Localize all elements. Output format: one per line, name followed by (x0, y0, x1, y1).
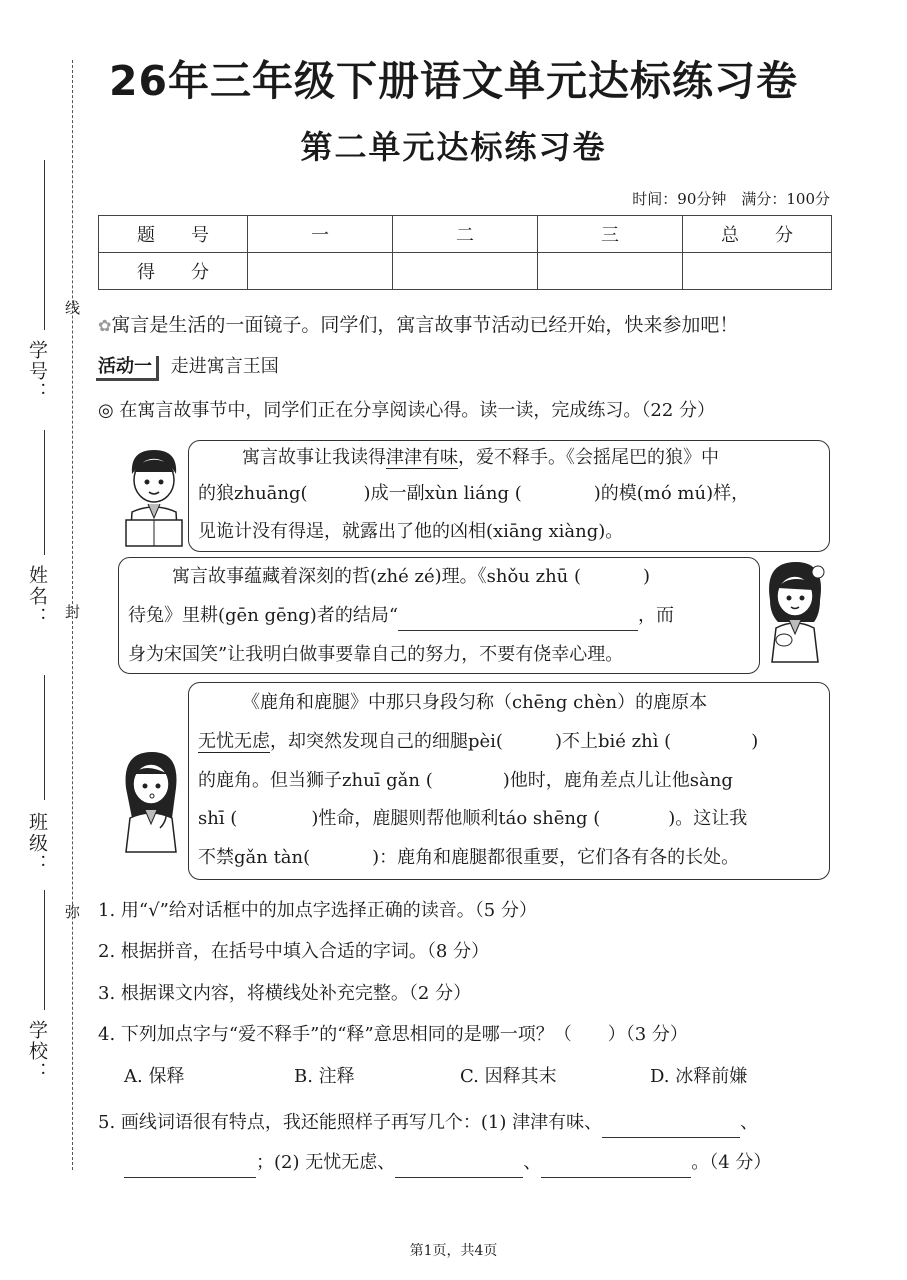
page-subtitle: 第二单元达标练习卷 (300, 128, 607, 166)
bubble2-line3: 身为宋国笑”让我明白做事要靠自己的努力，不要有侥幸心理。 (128, 644, 624, 665)
score-table-cell: 一 (248, 216, 393, 253)
bubble2-line1: 寓言故事蕴藏着深刻的哲(zhé zé)理。《shǒu zhū ( ) (172, 566, 651, 587)
score-table-header-row (99, 216, 832, 253)
activity-tag: 活动一 (96, 356, 159, 381)
student-number-field[interactable] (44, 160, 45, 330)
question-4: 4. 下列加点字与“爱不释手”的“释”意思相同的是哪一项？（ ）（3 分） (98, 1024, 688, 1045)
bubble3-line1: 《鹿角和鹿腿》中那只身段匀称（chēng chèn）的鹿原本 (242, 692, 708, 713)
underlined-word: 津津有味 (386, 447, 458, 468)
q4-option-c[interactable]: C. 因释其末 (460, 1066, 557, 1087)
girl-illustration (758, 556, 832, 664)
binding-mark-seal: 封 (63, 604, 81, 621)
question-1: 1. 用“√”给对话框中的加点字选择正确的读音。（5 分） (98, 900, 537, 921)
school-field[interactable] (44, 890, 45, 1010)
question-3: 3. 根据课文内容，将横线处补充完整。（2 分） (98, 983, 472, 1004)
activity-heading (96, 352, 279, 378)
intro-line (98, 310, 738, 337)
class-label: 班级： (26, 812, 48, 875)
thinking-girl-illustration (114, 744, 188, 854)
underlined-word: 无忧无虑 (198, 731, 270, 752)
score-table-cell: 三 (538, 216, 683, 253)
bubble3-line4: shī ( )性命，鹿腿则帮他顺利táo shēng ( )。这让我 (198, 808, 748, 829)
score-input-2[interactable] (393, 253, 538, 290)
score-input-3[interactable] (538, 253, 683, 290)
student-number-label: 学号： (26, 340, 48, 403)
name-field[interactable] (44, 430, 45, 555)
score-table-cell: 二 (393, 216, 538, 253)
binding-mark-line: 线 (63, 300, 81, 317)
name-label: 姓名： (26, 565, 48, 628)
score-table (98, 215, 832, 290)
score-table-cell: 得 分 (99, 253, 248, 290)
score-input-total[interactable] (683, 253, 832, 290)
score-table-score-row (99, 253, 832, 290)
score-table-cell: 总 分 (683, 216, 832, 253)
answer-line[interactable] (395, 1157, 523, 1178)
bubble3-line3: 的鹿角。但当狮子zhuī gǎn ( )他时，鹿角差点儿让他sàng (198, 770, 733, 791)
class-field[interactable] (44, 675, 45, 800)
bubble1-line2: 的狼zhuāng( )成一副xùn liáng ( )的模(mó mú)样， (198, 483, 750, 504)
question-5-line2: ；(2) 无忧无虑、 、 。（4 分） (124, 1148, 771, 1178)
intro-text: 寓言是生活的一面镜子。同学们，寓言故事节活动已经开始，快来参加吧！ (111, 314, 739, 336)
score-input-1[interactable] (248, 253, 393, 290)
binding-mark-close: 弥 (63, 904, 81, 921)
q4-option-b[interactable]: B. 注释 (294, 1066, 355, 1087)
school-label: 学校： (26, 1020, 48, 1083)
boy-reading-illustration (118, 444, 190, 550)
answer-line[interactable] (398, 610, 638, 631)
bubble1-line3: 见诡计没有得逞，就露出了他的凶相(xiāng xiàng)。 (198, 521, 624, 542)
q4-option-a[interactable]: A. 保释 (124, 1066, 185, 1087)
section-instruction: ◎ 在寓言故事节中，同学们正在分享阅读心得。读一读，完成练习。（22 分） (98, 400, 716, 421)
bubble2-line2: 待兔》里耕(gēn gēng)者的结局“ ，而 (128, 601, 674, 631)
bubble3-line2: 无忧无虑，却突然发现自己的细腿pèi( )不上bié zhì ( ) (198, 731, 759, 752)
leaf-icon: ✿ (98, 316, 112, 335)
q4-option-d[interactable]: D. 冰释前嫌 (650, 1066, 748, 1087)
question-5-line1: 5. 画线词语很有特点，我还能照样子再写几个：(1) 津津有味、 、 (98, 1108, 758, 1138)
answer-line[interactable] (602, 1117, 740, 1138)
answer-line[interactable] (124, 1157, 256, 1178)
page-footer: 第1页，共4页 (409, 1243, 498, 1259)
score-table-cell: 题 号 (99, 216, 248, 253)
exam-meta: 时间：90分钟 满分：100分 (632, 190, 830, 208)
answer-line[interactable] (541, 1157, 691, 1178)
question-2: 2. 根据拼音，在括号中填入合适的字词。（8 分） (98, 941, 490, 962)
page-title: 26年三年级下册语文单元达标练习卷 (108, 57, 799, 105)
activity-title: 走进寓言王国 (170, 356, 279, 377)
bubble1-line1: 寓言故事让我读得津津有味，爱不释手。《会摇尾巴的狼》中 (242, 447, 719, 468)
bubble3-line5: 不禁gǎn tàn( )：鹿角和鹿腿都很重要，它们各有各的长处。 (198, 847, 740, 868)
